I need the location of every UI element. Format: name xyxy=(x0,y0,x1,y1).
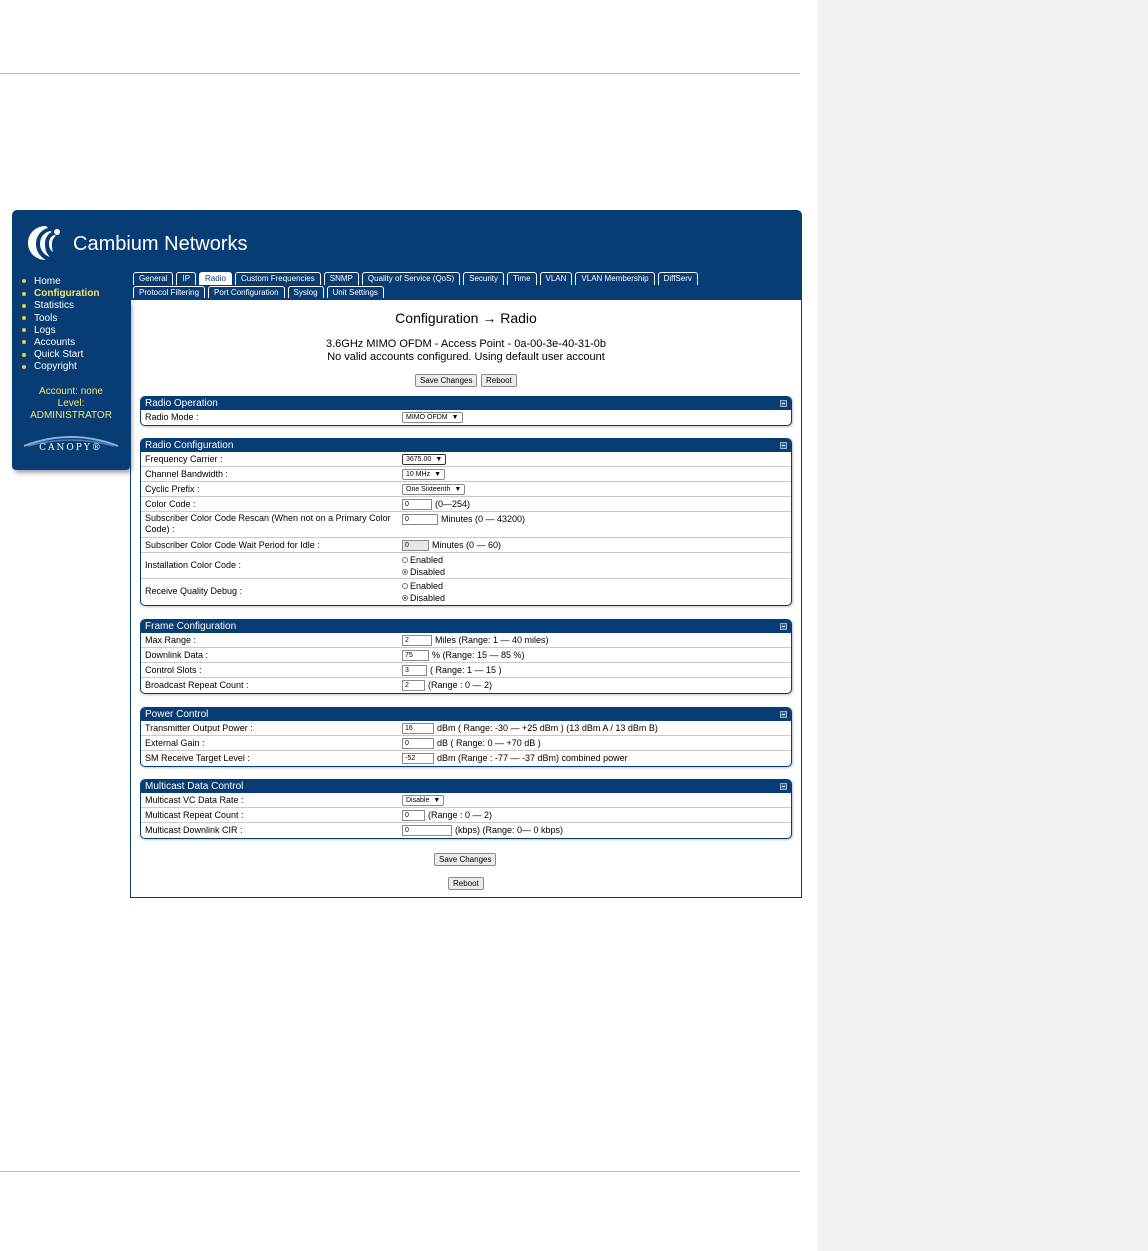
level-line: Level: xyxy=(57,398,85,409)
frequency-carrier-select[interactable]: 3675.00 ▼ xyxy=(402,454,446,465)
sidebar-item-label: Accounts xyxy=(34,337,76,349)
tab-custom-frequencies[interactable]: Custom Frequencies xyxy=(235,272,321,285)
cyclic-prefix-row xyxy=(141,482,791,497)
panel-header xyxy=(141,620,791,633)
footer-rule xyxy=(0,1171,800,1172)
account-notice: No valid accounts configured. Using default user account xyxy=(327,351,605,363)
sidebar-item-quick-start[interactable] xyxy=(22,349,100,361)
frequency-carrier-row xyxy=(141,452,791,467)
sidebar-item-label: Copyright xyxy=(34,361,77,373)
rescan-input[interactable]: 0 xyxy=(402,514,438,525)
multicast-repeat-input[interactable]: 0 xyxy=(402,810,425,821)
save-changes-button-bottom[interactable]: Save Changes xyxy=(434,853,496,866)
sidebar-item-tools[interactable] xyxy=(22,313,100,325)
tab-diffserv[interactable]: DiffServ xyxy=(658,272,698,285)
installation-color-code-options xyxy=(402,554,445,578)
sidebar-item-label: Statistics xyxy=(34,300,75,312)
dropdown-arrow-icon: ▼ xyxy=(434,471,442,478)
enabled-option[interactable]: Enabled xyxy=(402,580,445,592)
radio-configuration-panel xyxy=(140,438,792,606)
device-web-ui xyxy=(12,210,802,898)
tab-port-configuration[interactable]: Port Configuration xyxy=(208,286,284,299)
panel-header xyxy=(141,397,791,410)
power-control-panel xyxy=(140,707,792,767)
range-text: (0—254) xyxy=(435,499,471,509)
wait-period-input[interactable]: 0 xyxy=(402,540,429,551)
page-title: Configuration → Radio xyxy=(395,310,537,326)
multicast-cir-input[interactable]: 0 xyxy=(402,825,452,836)
sidebar xyxy=(12,276,130,470)
panel-title: Power Control xyxy=(145,709,209,720)
range-text: dBm ( Range: -30 — +25 dBm ) (13 dBm A / 13 dBm B) xyxy=(437,723,658,733)
field-label: Transmitter Output Power : xyxy=(145,723,253,733)
max-range-input[interactable]: 2 xyxy=(402,635,432,646)
field-label: SM Receive Target Level : xyxy=(145,753,250,763)
sidebar-item-accounts[interactable] xyxy=(22,337,100,349)
tab-protocol-filtering[interactable]: Protocol Filtering xyxy=(133,286,205,299)
sidebar-nav xyxy=(22,276,100,374)
range-text: ( Range: 1 — 15 ) xyxy=(430,665,502,675)
level-value: ADMINISTRATOR xyxy=(30,410,112,421)
range-text: Miles (Range: 1 — 40 miles) xyxy=(435,635,549,645)
field-label: Broadcast Repeat Count : xyxy=(145,680,249,690)
sidebar-item-home[interactable] xyxy=(22,276,100,288)
radio-mode-select[interactable]: MIMO OFDM ▼ xyxy=(402,412,463,423)
reboot-button-top[interactable]: Reboot xyxy=(481,374,517,387)
dropdown-arrow-icon: ▼ xyxy=(433,797,441,804)
bullet-icon xyxy=(22,340,26,344)
collapse-icon[interactable] xyxy=(780,783,787,790)
range-text: (kbps) (Range: 0— 0 kbps) xyxy=(455,825,564,835)
collapse-icon[interactable] xyxy=(780,623,787,630)
sidebar-item-label: Home xyxy=(34,276,61,287)
bullet-icon xyxy=(22,279,26,283)
cyclic-prefix-select[interactable]: One Sixteenth ▼ xyxy=(402,484,465,495)
panel-title: Radio Operation xyxy=(145,398,218,409)
canopy-logo xyxy=(22,432,120,460)
header-rule xyxy=(0,73,800,74)
account-line: Account: none xyxy=(39,386,103,397)
save-changes-button-top[interactable]: Save Changes xyxy=(415,374,477,387)
sidebar-item-copyright[interactable] xyxy=(22,361,100,373)
broadcast-repeat-row xyxy=(141,678,791,693)
field-label: Color Code : xyxy=(145,499,196,509)
tab-vlan[interactable]: VLAN xyxy=(540,272,573,285)
banner xyxy=(12,210,802,300)
panel-header xyxy=(141,780,791,793)
channel-bandwidth-select[interactable]: 10 MHz ▼ xyxy=(402,469,445,480)
sidebar-item-label: Quick Start xyxy=(34,349,84,361)
tab-radio[interactable]: Radio xyxy=(199,272,232,285)
main-content xyxy=(130,300,802,898)
account-info xyxy=(12,386,130,422)
logo-text: Cambium Networks xyxy=(73,233,248,255)
tx-power-input[interactable]: 16 xyxy=(402,723,434,734)
external-gain-row xyxy=(141,736,791,751)
field-label: External Gain : xyxy=(145,738,205,748)
tab-security[interactable]: Security xyxy=(463,272,504,285)
tab-snmp[interactable]: SNMP xyxy=(324,272,359,285)
external-gain-input[interactable]: 0 xyxy=(402,738,434,749)
field-label: Subscriber Color Code Wait Period for Idle : xyxy=(145,540,320,550)
field-label: Installation Color Code : xyxy=(145,560,242,570)
field-label: Radio Mode : xyxy=(145,412,199,422)
document-comments-pane xyxy=(817,0,1148,1251)
cambium-swirl-icon xyxy=(26,222,66,262)
sm-target-input[interactable]: -52 xyxy=(402,753,434,764)
bullet-icon xyxy=(22,304,26,308)
sm-target-row xyxy=(141,751,791,766)
dropdown-arrow-icon: ▼ xyxy=(454,486,462,493)
downlink-data-input[interactable]: 75 xyxy=(402,650,429,661)
collapse-icon[interactable] xyxy=(780,400,787,407)
disabled-option[interactable]: Disabled xyxy=(402,566,445,578)
reboot-button-bottom[interactable]: Reboot xyxy=(448,877,484,890)
radio-selected-icon xyxy=(402,569,408,575)
panel-header xyxy=(141,439,791,452)
frame-configuration-panel xyxy=(140,619,792,694)
field-label: Channel Bandwidth : xyxy=(145,469,229,479)
field-label: Multicast Repeat Count : xyxy=(145,810,244,820)
range-text: % (Range: 15 — 85 %) xyxy=(432,650,525,660)
page-subtitle xyxy=(131,338,801,364)
field-label: Downlink Data : xyxy=(145,650,209,660)
panel-header xyxy=(141,708,791,721)
radio-operation-panel xyxy=(140,396,792,426)
tab-time[interactable]: Time xyxy=(507,272,536,285)
color-code-input[interactable]: 0 xyxy=(402,499,432,510)
bullet-icon xyxy=(22,316,26,320)
field-label: Multicast Downlink CIR : xyxy=(145,825,243,835)
collapse-icon[interactable] xyxy=(780,711,787,718)
range-text: dBm (Range : -77 — -37 dBm) combined power xyxy=(437,753,628,763)
receive-quality-debug-options xyxy=(402,580,445,604)
field-label: Frequency Carrier : xyxy=(145,454,223,464)
range-text: (Range : 0 — 2) xyxy=(428,810,493,820)
range-text: dB ( Range: 0 — +70 dB ) xyxy=(437,738,541,748)
enabled-option[interactable]: Enabled xyxy=(402,554,445,566)
range-text: Minutes (0 — 43200) xyxy=(441,514,526,524)
radio-icon xyxy=(402,583,408,589)
sidebar-item-statistics[interactable] xyxy=(22,300,100,312)
sidebar-item-label: Tools xyxy=(34,312,58,324)
color-code-row xyxy=(141,497,791,512)
multicast-data-control-panel xyxy=(140,779,792,839)
sidebar-item-configuration[interactable] xyxy=(22,288,100,300)
bullet-icon xyxy=(22,365,26,369)
broadcast-repeat-input[interactable]: 2 xyxy=(402,680,425,691)
tab-row-1 xyxy=(133,272,773,285)
config-tabs xyxy=(133,272,773,300)
tab-ip[interactable]: IP xyxy=(176,272,196,285)
tab-vlan-membership[interactable]: VLAN Membership xyxy=(575,272,654,285)
field-label: Multicast VC Data Rate : xyxy=(145,795,244,805)
panel-title: Radio Configuration xyxy=(145,440,234,451)
panel-title: Multicast Data Control xyxy=(145,781,244,792)
sidebar-item-label: Configuration xyxy=(34,288,100,300)
radio-mode-row xyxy=(141,410,791,425)
bullet-icon xyxy=(22,292,26,296)
radio-selected-icon xyxy=(402,595,408,601)
receive-quality-debug-row xyxy=(141,579,791,605)
cambium-logo xyxy=(26,222,286,264)
radio-icon xyxy=(402,557,408,563)
bullet-icon xyxy=(22,353,26,357)
collapse-icon[interactable] xyxy=(780,442,787,449)
dropdown-arrow-icon: ▼ xyxy=(435,456,443,463)
installation-color-code-row xyxy=(141,553,791,579)
multicast-repeat-row xyxy=(141,808,791,823)
tx-power-row xyxy=(141,721,791,736)
dropdown-arrow-icon: ▼ xyxy=(451,414,459,421)
multicast-vc-rate-select[interactable]: Disable ▼ xyxy=(402,795,444,806)
canopy-text: CANOPY® xyxy=(39,443,103,453)
control-slots-input[interactable]: 3 xyxy=(402,665,427,676)
color-code-rescan-row xyxy=(141,512,791,538)
device-description: 3.6GHz MIMO OFDM - Access Point - 0a-00-3e-40-31-0b xyxy=(326,338,606,350)
tab-unit-settings[interactable]: Unit Settings xyxy=(327,286,384,299)
multicast-cir-row xyxy=(141,823,791,838)
tab-general[interactable]: General xyxy=(133,272,173,285)
channel-bandwidth-row xyxy=(141,467,791,482)
range-text: Minutes (0 — 60) xyxy=(432,540,502,550)
wait-period-row xyxy=(141,538,791,553)
max-range-row xyxy=(141,633,791,648)
range-text: (Range : 0 — 2) xyxy=(428,680,493,690)
downlink-data-row xyxy=(141,648,791,663)
tab-syslog[interactable]: Syslog xyxy=(288,286,324,299)
panel-title: Frame Configuration xyxy=(145,621,237,632)
sidebar-item-logs[interactable] xyxy=(22,325,100,337)
disabled-option[interactable]: Disabled xyxy=(402,592,445,604)
field-label: Cyclic Prefix : xyxy=(145,484,200,494)
field-label: Receive Quality Debug : xyxy=(145,586,243,596)
control-slots-row xyxy=(141,663,791,678)
field-label: Subscriber Color Code Rescan (When not on a Primary Color Code) : xyxy=(145,513,391,534)
field-label: Max Range : xyxy=(145,635,197,645)
bullet-icon xyxy=(22,328,26,332)
tab-quality-of-service-qos[interactable]: Quality of Service (QoS) xyxy=(362,272,460,285)
multicast-vc-rate-row xyxy=(141,793,791,808)
field-label: Control Slots : xyxy=(145,665,202,675)
sidebar-item-label: Logs xyxy=(34,324,56,336)
